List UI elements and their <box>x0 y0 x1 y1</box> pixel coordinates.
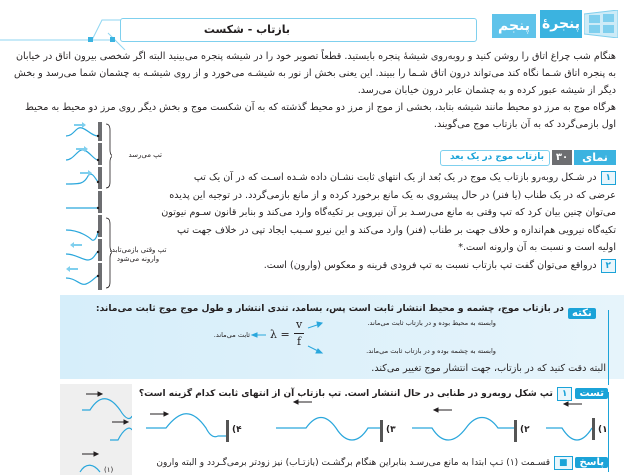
figure-label-arrives: تپ می‌رسد <box>128 151 162 159</box>
test-number: ۱ <box>557 387 573 401</box>
annotation-f: وابسته به چشمه بوده و در بازتاب ثابت می‌ماند. <box>366 347 496 355</box>
annotation-lambda: ثابت می‌ماند. <box>213 331 250 339</box>
item-text: در شـکل روبه‌رو بازتاب یک موج در یک بُعد از یک انتهای ثابت نشـان داده شـده اسـت که در آن یک تپ <box>193 172 597 183</box>
test-tag: تست <box>575 388 608 399</box>
item-line: عرضی که در یک طناب (یا فنر) در حال پیشروی به یک مانع برخورد کرده و از مانع بازمی‌گردد. در توجیه این پدیده <box>169 189 616 201</box>
formula-denominator: f <box>297 335 302 348</box>
test-question: تپ شکل روبه‌رو در طنابی در حال انتشار است. تپ بازتاب آن از انتهای ثابت کدام گزینه است؟ <box>138 389 553 399</box>
option-2[interactable]: ۲) <box>520 425 530 435</box>
item-line <box>176 169 616 187</box>
section-title: بازتاب موج در یک بعد <box>449 152 544 162</box>
figure-label-line: تپ وقتی بازمی‌تابد، <box>109 246 167 254</box>
option-1[interactable]: ۱) <box>598 425 608 435</box>
logo-word-1: پنجرهٔ <box>540 10 582 38</box>
option-2-wave <box>412 418 514 441</box>
answer-row <box>138 455 608 472</box>
item-text: درواقع می‌توان گفت تپ بازتاب نسبت به تپ فرودی قرینه و معکوس (وارون) است. <box>263 259 597 271</box>
item-line: تکیه‌گاه نیرویی هم‌اندازه و خلاف جهت بر طناب (فنر) وارد می‌کند و این نیرو سـبب ایجاد تپی در خلاف جهت تپ <box>177 224 616 236</box>
wall <box>98 122 102 290</box>
item-line: اولیه است و نسبت به آن وارونه است.* <box>458 242 616 253</box>
item-1 <box>161 169 616 274</box>
note-tag-label: نکته <box>568 308 596 319</box>
answer-tag: پاسخ <box>575 457 608 468</box>
test-border-line <box>608 392 609 472</box>
test-figure <box>60 388 132 474</box>
intro-line: دیگر از شیشه عبور کرده و به چشمان عابر درون خیابان می‌رسد. <box>357 85 616 96</box>
figure-label-reflected <box>108 246 168 264</box>
intro-line: هنگام شب چراغ اتاق را روشن کنید و روبه‌روی شیشهٔ پنجره بایستید. قطعاً تصویر خود را در شیشه پنجره می‌بینید البته اگر شخصی بیرون اتاق در خیابان <box>15 51 616 62</box>
pulse-reflection-figure <box>40 122 112 290</box>
intro-line: اول بازمی‌گردد که به آن بازتاب موج می‌گویند. <box>433 119 616 130</box>
item-number: ۱ <box>601 171 617 185</box>
formula <box>200 316 600 358</box>
option-1-wave <box>546 428 592 440</box>
logo <box>480 6 620 42</box>
item-line <box>176 257 616 275</box>
section-badge: نمای <box>574 150 616 165</box>
note-border-line <box>608 310 609 385</box>
figure-label-line: وارونه می‌شود <box>116 255 160 263</box>
formula-fraction-bar <box>294 333 304 334</box>
note-line-1: در بازتاب موج، چشمه و محیط انتشار ثابت است پس، بسامد، تندی انتشار و طول موج موج ثابت می‌ماند: <box>95 303 564 314</box>
window-icon <box>584 10 618 38</box>
item-line: می‌توان چنین بیان کرد که تپ وقتی به مانع می‌رسـد بر آن نیرویی بر تکیه‌گاه وارد می‌کند و بنابر قانون سـوم نیوتون <box>161 207 616 218</box>
answer-icon: ■ <box>554 456 573 470</box>
note-line-2: البته دقت کنید که در بازتاب، جهت انتشار موج تغییر می‌کند. <box>371 363 606 374</box>
chapter-title: بازتاب - شکست <box>203 23 290 36</box>
logo-word-2: پنجم <box>492 14 536 38</box>
formula-numerator: v <box>296 318 303 331</box>
annotation-v: وابسته به محیط بوده و در بازتاب ثابت می‌ماند. <box>367 319 496 327</box>
item-number: ۲ <box>601 259 617 273</box>
option-3[interactable]: ۳) <box>386 425 396 435</box>
section-header <box>440 150 618 166</box>
option-4-wave <box>146 414 226 437</box>
option-figures <box>136 398 596 446</box>
option-3-wave <box>276 418 380 441</box>
intro-line: به پنجره اتاق شـما نگاه کند می‌تواند درون اتاق شـما را ببیند. این یعنی بخش از نور به شیشـه می‌خورد و از روی شیشـه به چشمان شما می‌رسد و بخش <box>14 68 616 79</box>
intro-paragraph <box>6 48 616 133</box>
answer-text: قسـمت (۱) تـپ ابتدا به مانع می‌رسـد بنابراین هنگام برگشـت (بازتـاب) نیز زودتر برمی‌گـردد و البته وارون <box>156 458 551 468</box>
section-number: ۳۰ <box>552 150 572 165</box>
option-1-wall <box>592 418 596 442</box>
option-4[interactable]: ۴) <box>232 425 242 435</box>
intro-line: هرگاه موج به مرز دو محیط مانند شیشه بتابد، بخشی از موج از مرز دو محیط گذشته که به آن شکست موج و بخش دیگر روی مرز دو محیط به محیط <box>25 102 616 113</box>
test-figure-label: (۱) <box>104 466 114 474</box>
formula-lambda: λ = <box>270 328 290 341</box>
